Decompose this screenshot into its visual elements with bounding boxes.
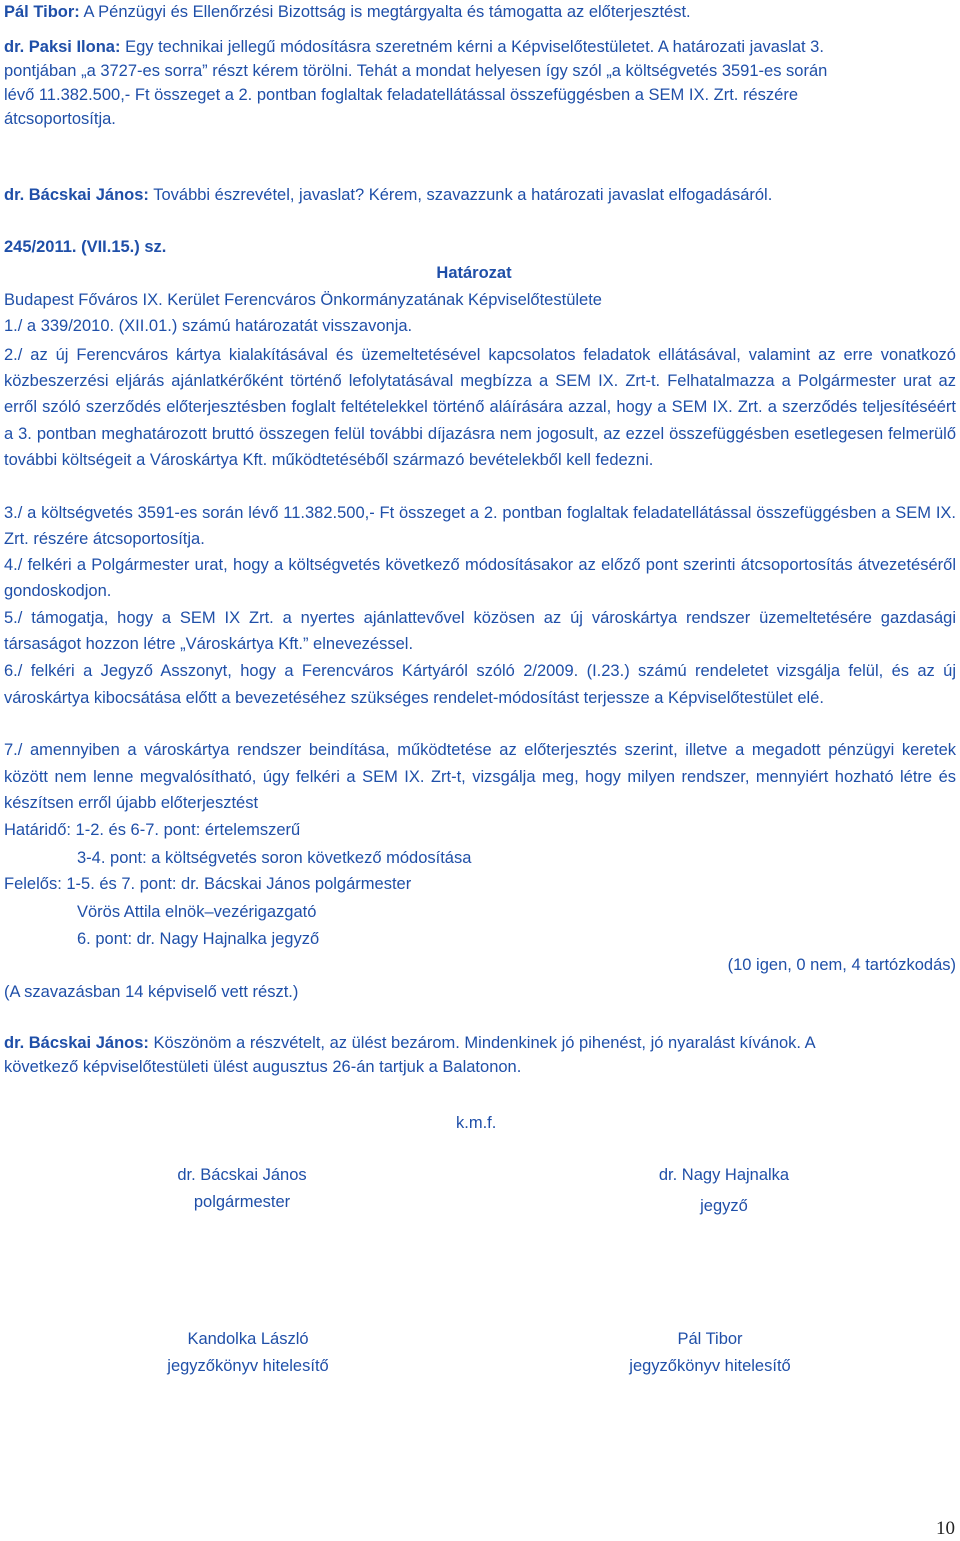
signatory-role: jegyző (700, 1197, 748, 1215)
resolution-heading: Határozat (436, 264, 512, 282)
resolution-item-5: 5./ támogatja, hogy a SEM IX Zrt. a nyertes ajánlattevővel közösen az új városkártya rendszer üzemeltetésére gazdasági társaságot hozzon létre „Városkártya Kft.” elnevezéssel. (4, 609, 956, 653)
signatory-name: Kandolka László (187, 1330, 309, 1348)
signatory-name: dr. Bácskai János (177, 1166, 307, 1184)
resolution-item-7: 7./ amennyiben a városkártya rendszer beindítása, működtetése az előterjesztés szerint, illetve a megadott pénzügyi keretek között nem lenne megvalósítható, úgy felkéri a SEM IX. Zrt-t, vizsgálja meg, hogy milyen rendszer, mennyiért hozható létre és készítsen erről újabb előterjesztést (4, 741, 956, 812)
deadline-line-1: Határidő: 1-2. és 6-7. pont: értelemszerű (4, 821, 301, 839)
resolution-number: 245/2011. (VII.15.) sz. (4, 238, 167, 256)
paragraph-line: pontjában „a 3727-es sorra” részt kérem törölni. Tehát a mondat helyesen így szól „a költségvetés 3591-es során (4, 62, 828, 80)
vote-participants: (A szavazásban 14 képviselő vett részt.) (4, 983, 299, 1001)
speaker-name: dr. Bácskai János: (4, 186, 149, 204)
paragraph-bacskai-question (4, 183, 956, 207)
resolution-item-1: 1./ a 339/2010. (XII.01.) számú határozatát visszavonja. (4, 317, 413, 335)
paragraph-pal-tibor (4, 0, 956, 24)
responsible-line-3: 6. pont: dr. Nagy Hajnalka jegyző (77, 930, 320, 948)
signatory-role: jegyzőkönyv hitelesítő (629, 1357, 791, 1375)
kmf-label: k.m.f. (456, 1114, 497, 1132)
paragraph-line: átcsoportosítja. (4, 110, 116, 128)
resolution-item-3: 3./ a költségvetés 3591-es során lévő 11.382.500,- Ft összeget a 2. pontban foglaltak feladatellátással összefüggésben a SEM IX. Zrt. részére átcsoportosítja. (4, 504, 956, 548)
paragraph-text: A Pénzügyi és Ellenőrzési Bizottság is megtárgyalta és támogatta az előterjesztést. (83, 3, 691, 21)
signatory-role: polgármester (193, 1193, 291, 1211)
responsible-line-2: Vörös Attila elnök–vezérigazgató (77, 903, 317, 921)
paragraph-line: lévő 11.382.500,- Ft összeget a 2. pontban foglaltak feladatellátással összefüggésben a SEM IX. Zrt. részére (4, 86, 798, 104)
signature-block-notary (594, 1162, 854, 1220)
signatory-name: Pál Tibor (677, 1330, 743, 1348)
speaker-name: dr. Bácskai János: (4, 1034, 149, 1052)
signatory-role: jegyzőkönyv hitelesítő (167, 1357, 329, 1375)
paragraph-line: Köszönöm a részvételt, az ülést bezárom. Mindenkinek jó pihenést, jó nyaralást kívánok. A (153, 1034, 816, 1052)
speaker-name: Pál Tibor: (4, 3, 80, 21)
resolution-item-4: 4./ felkéri a Polgármester urat, hogy a költségvetés következő módosításakor az előző pont szerinti átcsoportosítás átvezetéséről gondoskodjon. (4, 556, 956, 600)
vote-result: (10 igen, 0 nem, 4 tartózkodás) (727, 956, 956, 974)
resolution-issuer: Budapest Főváros IX. Kerület Ferencváros Önkormányzatának Képviselőtestülete (4, 291, 602, 309)
deadline-line-2: 3-4. pont: a költségvetés soron következő módosítása (77, 849, 472, 867)
responsible-line-1: Felelős: 1-5. és 7. pont: dr. Bácskai János polgármester (4, 875, 412, 893)
resolution-item-6: 6./ felkéri a Jegyző Asszonyt, hogy a Ferencváros Kártyáról szóló 2/2009. (I.23.) számú rendeletet vizsgálja felül, és az új városkártya kibocsátása előtt a bevezetéséhez szükséges rendelet-módosítást terjessze a Képviselőtestület elé. (4, 662, 956, 707)
page-number: 10 (936, 1518, 955, 1539)
speaker-name: dr. Paksi Ilona: (4, 38, 121, 56)
paragraph-bacskai-closing (4, 1031, 956, 1079)
signature-block-mayor (112, 1162, 372, 1216)
paragraph-paksi-ilona (4, 35, 956, 131)
signature-block-verifier-2 (580, 1326, 840, 1380)
signature-block-verifier-1 (118, 1326, 378, 1380)
paragraph-line: Egy technikai jellegű módosításra szeretném kérni a Képviselőtestületet. A határozati javaslat 3. (125, 38, 824, 56)
signatory-name: dr. Nagy Hajnalka (658, 1166, 790, 1184)
paragraph-line: következő képviselőtestületi ülést augusztus 26-án tartjuk a Balatonon. (4, 1058, 522, 1076)
resolution-item-2: 2./ az új Ferencváros kártya kialakításával és üzemeltetésével kapcsolatos feladatok ellátásával, valamint az erre vonatkozó közbeszerzési eljárás ajánlatkérőként történő lefolytatásával megbízza a SEM IX. Zrt-t. Felhatalmazza a Polgármester urat az erről szóló szerződés előterjesztésben foglalt feltételekkel történő aláírására azzal, hogy a SEM IX. Zrt. a szerződés teljesítéséért a 3. pontban meghatározott bruttó összegen felül további díjazásra nem jogosult, az ezzel összefüggésben esetlegesen felmerülő további költségeit a Városkártya Kft. működtetéséből származó bevételekből kell fedezni. (4, 346, 956, 469)
paragraph-text: További észrevétel, javaslat? Kérem, szavazzunk a határozati javaslat elfogadásáról. (153, 186, 773, 204)
